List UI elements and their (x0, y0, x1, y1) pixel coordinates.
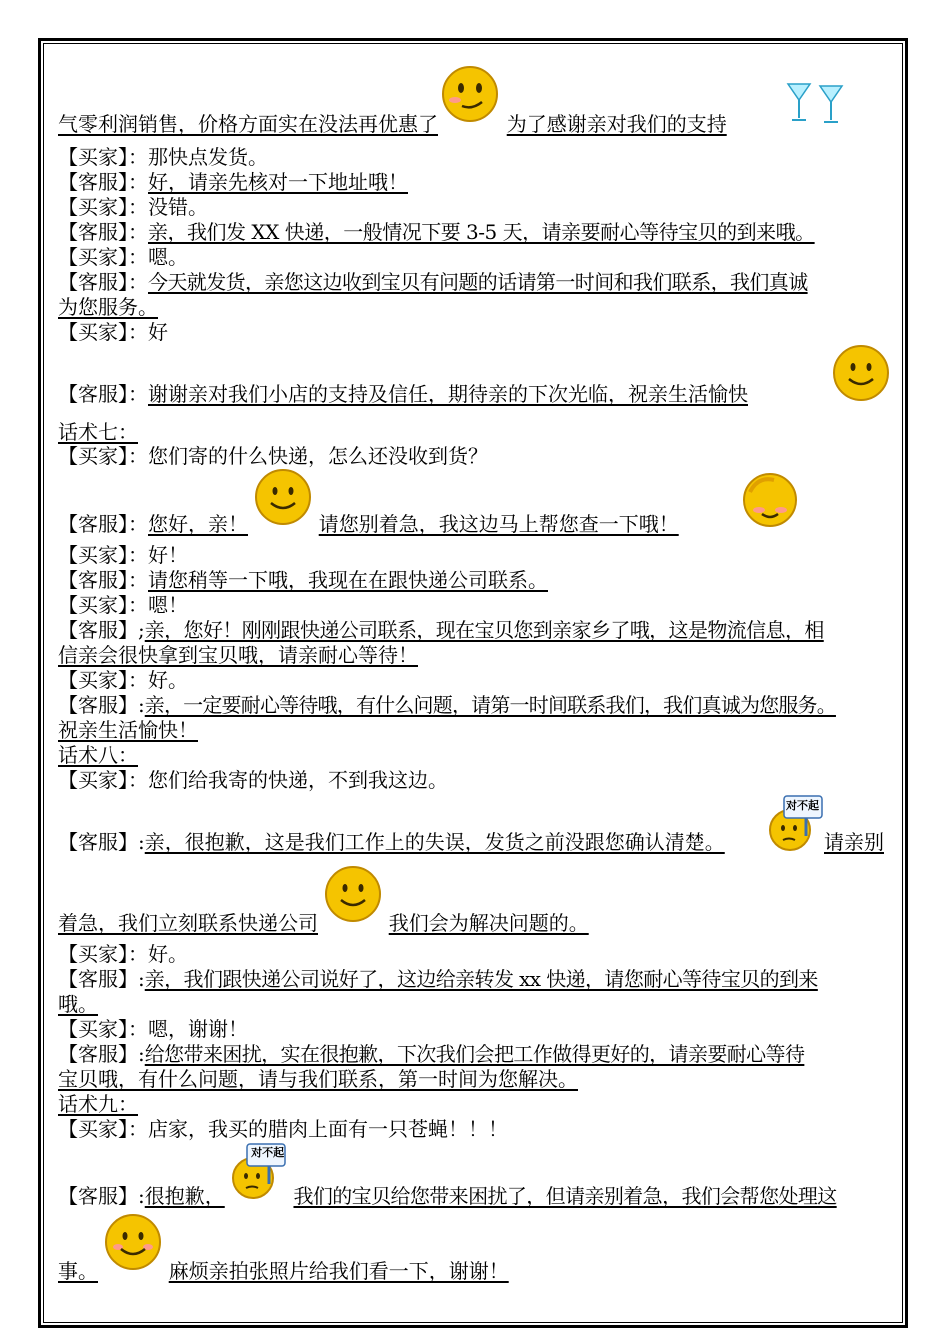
service-reply-continued: 事。 (58, 1259, 98, 1283)
buyer-message: 好。 (148, 942, 188, 966)
buyer-speaker: 【买家】： (58, 1017, 148, 1041)
service-speaker: 【客服】： (58, 170, 148, 194)
buyer-message: 店家，我买的腊肉上面有一只苍蝇！！！ (148, 1117, 508, 1141)
service-reply-continued: 宝贝哦，有什么问题，请与我们联系，第一时间为您解决。 (58, 1067, 578, 1091)
service-reply-continued: 我们会为解决问题的。 (388, 911, 589, 935)
service-speaker: 【客服】： (58, 220, 148, 244)
buyer-speaker: 【买家】： (58, 942, 148, 966)
service-reply-continued: 为您服务。 (58, 295, 158, 319)
dialogue-line-continued (58, 905, 892, 936)
smiley-icon (832, 344, 890, 406)
service-reply: 请您别着急，我这边马上帮您查一下哦！ (318, 512, 679, 536)
buyer-message: 嗯，谢谢！ (148, 1017, 248, 1041)
buyer-message: 嗯！ (148, 593, 188, 617)
dialogue-line (58, 1117, 892, 1142)
dialogue-line-continued (58, 643, 892, 668)
service-speaker: 【客服】： (58, 270, 148, 294)
smiley-icon (324, 905, 382, 930)
dialogue-line (58, 320, 892, 345)
service-reply: 您好，亲！ (148, 512, 248, 536)
service-reply-continued: 信亲会很快拿到宝贝哦，请亲耐心等待！ (58, 643, 418, 667)
service-reply: 为了感谢亲对我们的支持 (506, 112, 727, 136)
service-speaker: 【客服】: (58, 1184, 145, 1208)
dialogue-line (58, 270, 892, 295)
buyer-speaker: 【买家】： (58, 768, 148, 792)
smiley-icon (104, 1253, 162, 1278)
buyer-speaker: 【买家】： (58, 320, 148, 344)
dialogue-line-continued (58, 1067, 892, 1092)
smiley-icon (254, 506, 312, 531)
dialogue-line (58, 942, 892, 967)
service-speaker: 【客服】; (58, 618, 145, 642)
dialogue-line (58, 693, 892, 718)
service-reply: 给您带来困扰，实在很抱歉，下次我们会把工作做得更好的，请亲要耐心等待 (144, 1042, 805, 1066)
service-speaker: 【客服】： (58, 512, 148, 536)
service-speaker: 【客服】： (58, 382, 148, 406)
dialogue-line (58, 220, 892, 245)
service-reply: 今天就发货，亲您这边收到宝贝有问题的话请第一时间和我们联系，我们真诚 (148, 270, 808, 294)
service-reply: 亲，您好！刚刚跟快递公司联系，现在宝贝您到亲家乡了哦，这是物流信息，相 (144, 618, 824, 642)
dialogue-line (58, 618, 892, 643)
dialogue-line-continued (58, 1253, 892, 1284)
service-reply: 请亲别 (824, 830, 884, 854)
buyer-message: 您们寄的什么快递，怎么还没收到货？ (148, 444, 488, 468)
dialogue-line (58, 444, 892, 469)
dialogue-line (58, 668, 892, 693)
buyer-message: 那快点发货。 (148, 145, 268, 169)
dialogue-line (58, 1042, 892, 1067)
service-speaker: 【客服】: (58, 967, 145, 991)
service-reply: 谢谢亲对我们小店的支持及信任，期待亲的下次光临，祝亲生活愉快 (148, 382, 748, 406)
service-speaker: 【客服】： (58, 568, 148, 592)
smirk-smiley-icon (444, 106, 500, 131)
buyer-message: 好 (148, 320, 168, 344)
section-heading: 话术七： (58, 420, 138, 444)
buyer-message: 好。 (148, 668, 188, 692)
sorry-smiley-icon (766, 794, 826, 856)
service-speaker: 【客服】: (58, 693, 145, 717)
dialogue-line (58, 106, 892, 137)
buyer-speaker: 【买家】： (58, 668, 148, 692)
dialogue-line (58, 593, 892, 618)
dialogue-line (58, 145, 892, 170)
dialogue-line (58, 768, 892, 793)
service-reply-continued: 祝亲生活愉快！ (58, 718, 198, 742)
dialogue-line (824, 830, 884, 855)
shy-smiley-icon (740, 470, 800, 532)
section-heading: 话术八： (58, 743, 138, 767)
service-reply-continued: 麻烦亲拍张照片给我们看一下，谢谢！ (168, 1259, 509, 1283)
dialogue-line (58, 195, 892, 220)
service-reply: 亲，很抱歉，这是我们工作上的失误，发货之前没跟您确认清楚。 (144, 830, 725, 854)
buyer-message: 嗯。 (148, 245, 188, 269)
cheers-glasses-icon (784, 80, 850, 130)
service-reply: 请您稍等一下哦，我现在在跟快递公司联系。 (148, 568, 548, 592)
sorry-smiley-icon (231, 1146, 287, 1203)
buyer-speaker: 【买家】： (58, 543, 148, 567)
service-reply: 很抱歉， (144, 1184, 225, 1208)
buyer-speaker: 【买家】： (58, 593, 148, 617)
sorry-sign-label: 对不起 (786, 799, 819, 812)
buyer-message: 您们给我寄的快递，不到我这边。 (148, 768, 448, 792)
buyer-speaker: 【买家】： (58, 145, 148, 169)
service-reply-continued: 着急，我们立刻联系快递公司 (58, 911, 318, 935)
dialogue-line-continued (58, 718, 892, 743)
service-reply-continued: 哦。 (58, 992, 98, 1016)
service-reply: 亲，一定要耐心等待哦，有什么问题，请第一时间联系我们，我们真诚为您服务。 (144, 693, 836, 717)
service-reply: 气零利润销售，价格方面实在没法再优惠了 (58, 112, 438, 136)
buyer-speaker: 【买家】： (58, 1117, 148, 1141)
dialogue-line-continued (58, 295, 892, 320)
buyer-speaker: 【买家】： (58, 444, 148, 468)
buyer-speaker: 【买家】： (58, 195, 148, 219)
service-reply: 好，请亲先核对一下地址哦！ (148, 170, 408, 194)
dialogue-line (58, 245, 892, 270)
service-speaker: 【客服】: (58, 1042, 145, 1066)
dialogue-line (58, 170, 892, 195)
sorry-sign-label: 对不起 (251, 1146, 285, 1159)
service-speaker: 【客服】: (58, 830, 145, 854)
section-heading: 话术九： (58, 1092, 138, 1116)
dialogue-line (58, 1146, 892, 1209)
service-reply: 亲，我们跟快递公司说好了，这边给亲转发 xx 快递，请您耐心等待宝贝的到来 (144, 967, 818, 991)
dialogue-line (58, 543, 892, 568)
dialogue-line (58, 382, 892, 407)
buyer-message: 没错。 (148, 195, 208, 219)
service-reply: 我们的宝贝给您带来困扰了，但请亲别着急，我们会帮您处理这 (293, 1184, 837, 1208)
dialogue-line (58, 967, 892, 992)
dialogue-line (58, 1017, 892, 1042)
dialogue-line-continued (58, 992, 892, 1017)
dialogue-line (58, 568, 892, 593)
service-reply: 亲，我们发 XX 快递，一般情况下要 3-5 天，请亲要耐心等待宝贝的到来哦。 (148, 220, 815, 244)
buyer-message: 好！ (148, 543, 188, 567)
buyer-speaker: 【买家】： (58, 245, 148, 269)
